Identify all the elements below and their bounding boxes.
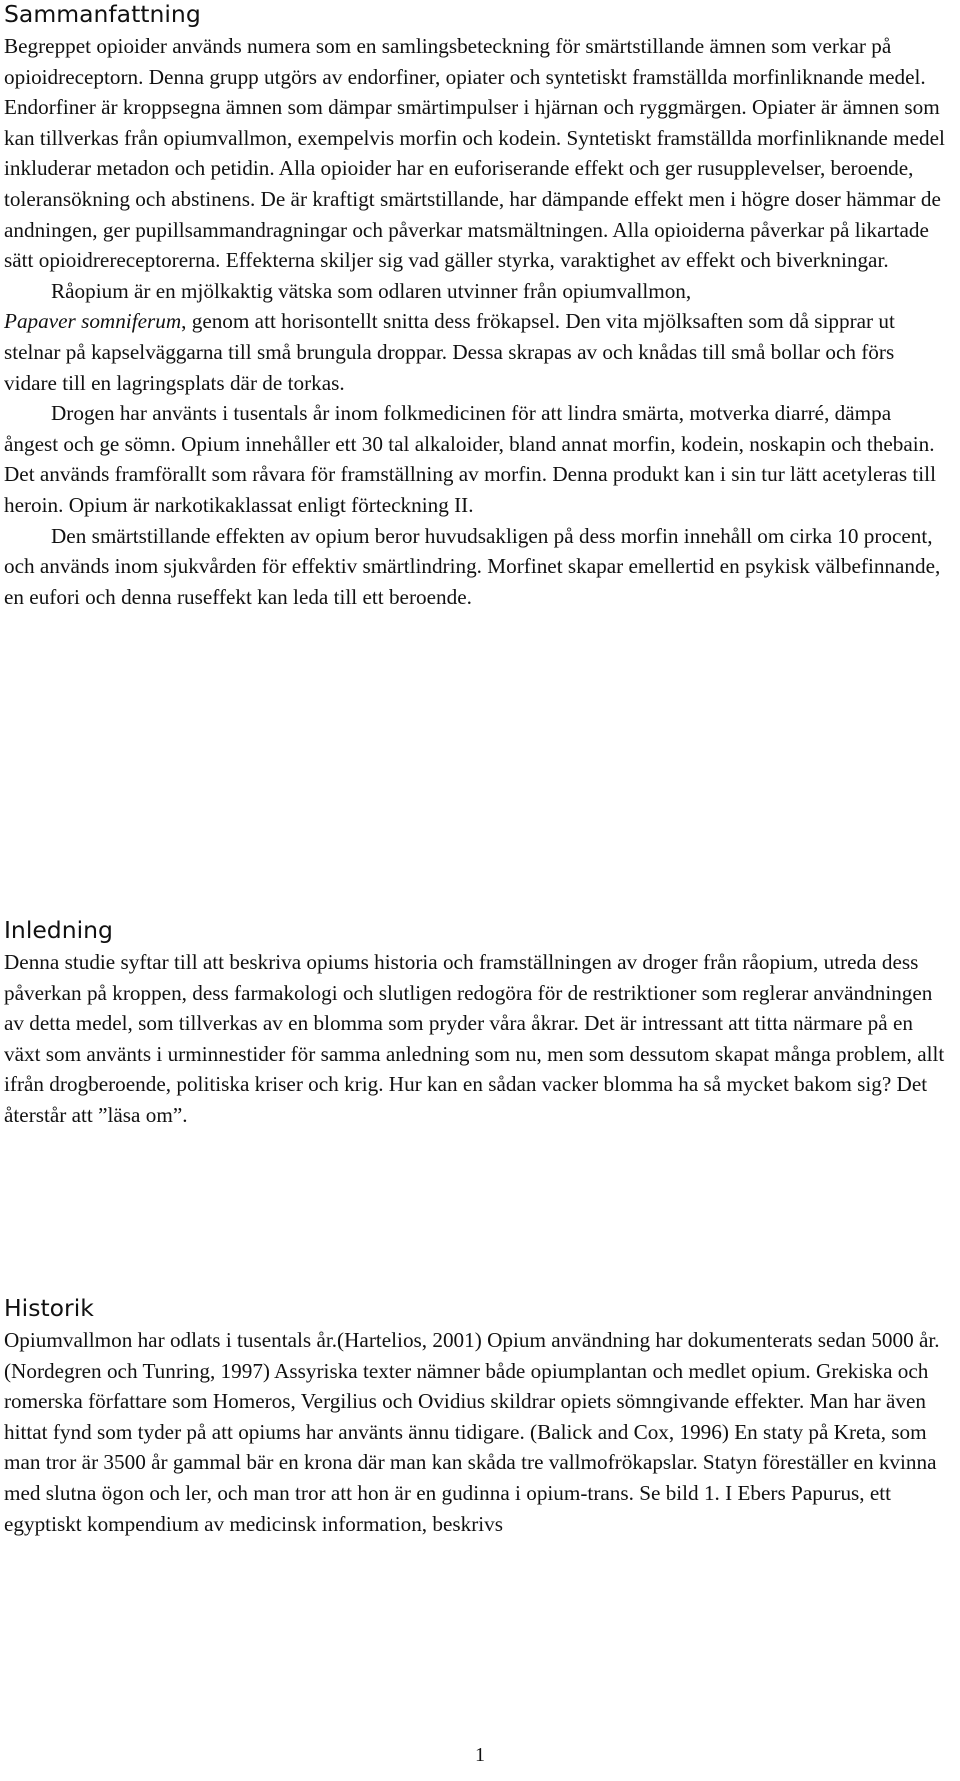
paragraph: Denna studie syftar till att beskriva opiums historia och framställningen av droger från råopium, utreda dess påverkan på kroppen, dess farmakologi och slutligen redogöra för de restriktioner som reglerar användningen av detta medel, som tillverkas av en blomma som pryder våra åkrar. Det är intressant att titta närmare på en växt som använts i urminnestider för samma anledning som nu, men som dessutom skapat många problem, allt ifrån drogberoende, politiska kriser och krig. Hur kan en sådan vacker blomma ha så mycket bakom sig? Det återstår att ”läsa om”.	[4, 950, 945, 1127]
paragraph	[4, 276, 949, 398]
paragraph-text: Råopium är en mjölkaktig vätska som odlaren utvinner från opiumvallmon,	[51, 278, 692, 303]
paragraph: Den smärtstillande effekten av opium beror huvudsakligen på dess morfin innehåll om cirka 10 procent, och används inom sjukvården för effektiv smärtlindring. Morfinet skapar emellertid en psykisk välbefinnande, en eufori och denna ruseffekt kan leda till ett beroende.	[4, 523, 941, 609]
heading-inledning: Inledning	[4, 916, 113, 944]
page-number: 1	[475, 1744, 485, 1766]
section-sammanfattning	[4, 31, 949, 612]
paragraph: Opiumvallmon har odlats i tusentals år.(Hartelios, 2001) Opium användning har dokumenterats sedan 5000 år. (Nordegren och Tunring, 1997) Assyriska texter nämner både opiumplantan och medlet opium. Grekiska och romerska författare som Homeros, Vergilius och Ovidius skildrar opiets sömngivande effekter. Man har även hittat fynd som tyder på att opiums har använts ännu tidigare. (Balick and Cox, 1996) En staty på Kreta, som man tror är 3500 år gammal bär en krona där man kan skåda tre vallmofrökapslar. Statyn föreställer en kvinna med slutna ögon och ler, och man tror att hon är en gudinna i opium-trans. Se bild 1. I Ebers Papurus, ett egyptiskt kompendium av medicinsk information, beskrivs	[4, 1328, 940, 1536]
section-historik	[4, 1325, 949, 1539]
heading-historik: Historik	[4, 1294, 94, 1322]
paragraph-text: , genom att horisontellt snitta dess frökapsel. Den vita mjölksaften som då sipprar ut stelnar på kapselväggarna till små brungula droppar. Dessa skrapas av och knådas till små bollar och förs vidare till en lagringsplats där de torkas.	[4, 309, 895, 395]
species-name: Papaver somniferum	[4, 309, 182, 334]
paragraph: Drogen har använts i tusentals år inom folkmedicinen för att lindra smärta, motverka diarré, dämpa ångest och ge sömn. Opium innehåller ett 30 tal alkaloider, bland annat morfin, kodein, noskapin och thebain. Det används framförallt som råvara för framställning av morfin. Denna produkt kan i sin tur lätt acetyleras till heroin. Opium är narkotikaklassat enligt förteckning II.	[4, 401, 936, 517]
paragraph: Begreppet opioider används numera som en samlingsbeteckning för smärtstillande ämnen som verkar på opioidreceptorn. Denna grupp utgörs av endorfiner, opiater och syntetiskt framställda morfinliknande medel. Endorfiner är kroppsegna ämnen som dämpar smärtimpulser i hjärnan och ryggmärgen. Opiater är ämnen som kan tillverkas från opiumvallmon, exempelvis morfin och kodein. Syntetiskt framställda morfinliknande medel inkluderar metadon och petidin. Alla opioider har en euforiserande effekt och ger rusupplevelser, beroende, toleransökning och abstinens. De är kraftigt smärtstillande, har dämpande effekt men i högre doser hämmar de andningen, ger pupillsammandragningar och påverkar matsmältningen. Alla opioiderna påverkar på likartade sätt opioidrereceptorerna. Effekterna skiljer sig vad gäller styrka, varaktighet av effekt och biverkningar.	[4, 34, 945, 273]
section-inledning	[4, 947, 949, 1131]
heading-sammanfattning: Sammanfattning	[4, 0, 201, 28]
